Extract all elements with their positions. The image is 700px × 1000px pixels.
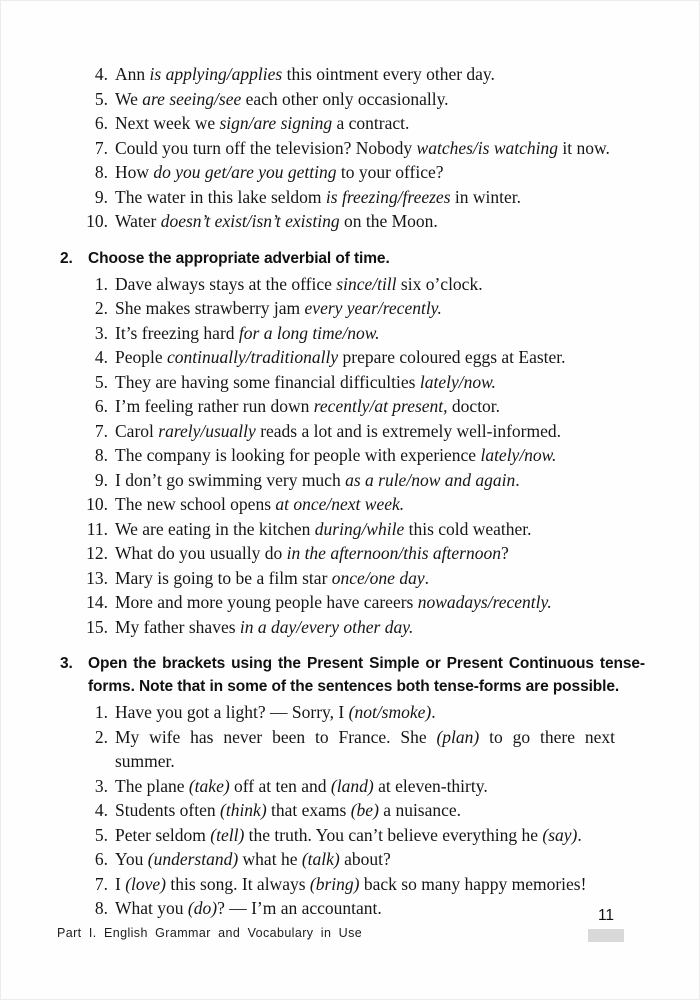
text-run: . [515,469,520,490]
text-run: I [115,873,126,894]
text-run: We [115,88,143,109]
list-item [70,872,645,897]
item-text [115,872,645,897]
list-item [70,296,645,321]
text-run: Peter seldom [115,824,211,845]
exercise-number: 2. [60,249,73,267]
italic-text-run: are seeing/see [142,88,242,109]
text-run: What do you usually do [115,543,287,563]
list-item [70,345,645,370]
exercise-2-heading [60,247,645,270]
list-item [70,272,645,297]
text-run: to go there next [479,726,615,747]
page-number: 11 [597,907,615,924]
italic-text-run: (plan) [436,726,480,747]
text-run: Mary is going to be a film star [115,567,332,588]
item-number: 6. [94,849,108,869]
item-number: 6. [94,396,108,416]
text-run: off at ten and [229,775,331,796]
text-run: Dave always stays at the office [115,273,337,294]
list-item [70,615,645,640]
item-number: 13. [86,567,108,588]
text-run: Have you got a light? — Sorry, I [115,702,349,722]
item-number: 4. [94,64,108,84]
list-item [70,62,645,87]
text-run: about? [339,849,391,869]
text-run: My wife has never been to France. She [115,726,437,747]
text-run: doctor. [447,396,501,416]
text-run: what he [238,849,302,869]
text-run: six o’clock. [396,273,483,294]
exercise-3-heading [60,652,645,698]
list-item [70,566,645,591]
list-item [70,896,645,921]
item-text [115,725,645,774]
item-number: 14. [86,592,108,612]
text-run: each other only occasionally. [241,88,449,109]
item-number: 2. [94,726,108,747]
text-run: Next week we [115,113,220,133]
italic-text-run: at once/next week. [275,494,405,514]
text-run: My father shaves [115,616,240,637]
italic-text-run: in the afternoon/this afternoon [286,543,501,563]
list-item [70,492,645,517]
italic-text-run: since/till [336,273,397,294]
item-number: 10. [86,494,108,514]
list-item [70,725,645,774]
italic-text-run: lately/now. [480,445,557,465]
italic-text-run: during/while [314,518,405,539]
item-text [115,111,645,136]
item-number: 8. [94,445,108,465]
page-number-bar [588,929,624,942]
item-text [115,321,645,346]
text-run: Students often [115,800,220,820]
italic-text-run: is applying/applies [149,64,283,84]
italic-text-run: once/one day [331,567,425,588]
item-text [115,87,645,112]
text-run: More and more young people have careers [115,592,418,612]
text-run: ? — I’m an accountant. [217,898,382,918]
list-item [70,541,645,566]
item-text [115,394,645,419]
text-run: back so many happy memories! [359,873,587,894]
list-item [70,160,645,185]
text-run: . [577,824,582,845]
item-number: 12. [86,543,108,563]
text-run: it now. [557,137,610,158]
item-text [115,160,645,185]
item-text [115,345,645,370]
item-number: 3. [94,322,108,343]
text-run: I don’t go swimming very much [115,469,346,490]
text-run: The water in this lake seldom [115,186,326,207]
italic-text-run: (do) [187,898,218,918]
item-number: 4. [94,800,108,820]
italic-text-run: (talk) [301,849,340,869]
text-run: this song. It always [166,873,310,894]
italic-text-run: is freezing/freezes [325,186,451,207]
italic-text-run: (love) [125,873,167,894]
text-run: reads a lot and is extremely well-informed. [255,420,561,441]
text-run: The new school opens [115,494,276,514]
text-run: summer. [115,751,175,771]
exercise-2 [60,247,645,640]
item-text [115,62,645,87]
text-run: The company is looking for people with experience [115,445,481,465]
italic-text-run: (think) [220,800,267,820]
list-item [70,590,645,615]
text-run: . [431,702,436,722]
list-item [70,136,645,161]
text-run: . [424,567,429,588]
list-item [70,321,645,346]
text-run: We are eating in the kitchen [115,518,315,539]
italic-text-run: rarely/usually [158,420,256,441]
text-run: What you [115,898,188,918]
italic-text-run: as a rule/now and again [345,469,516,490]
list-item [70,468,645,493]
list-item [70,419,645,444]
list-item [70,847,645,872]
text-run: in winter. [450,186,521,207]
text-run: I’m feeling rather run down [115,396,314,416]
italic-text-run: for a long time/now. [238,322,380,343]
list-item [70,185,645,210]
text-run: She makes strawberry jam [115,298,305,318]
item-number: 1. [94,702,108,722]
page-number-block [588,903,624,942]
item-number: 9. [94,469,108,490]
text-run: The plane [115,775,189,796]
italic-text-run: (land) [330,775,374,796]
list-item [70,209,645,234]
item-number: 10. [86,211,108,231]
item-text [115,798,645,823]
item-number: 5. [94,371,108,392]
exercise-2-items [70,272,645,640]
italic-text-run: (tell) [210,824,245,845]
italic-text-run: (bring) [309,873,360,894]
italic-text-run: lately/now. [419,371,496,392]
list-item [70,87,645,112]
item-text [115,823,645,848]
italic-text-run: doesn’t exist/isn’t existing [160,211,340,231]
item-number: 9. [94,186,108,207]
exercise-number: 3. [60,655,73,672]
text-run: Ann [115,64,150,84]
list-item [70,700,645,725]
item-text [115,443,645,468]
text-run: They are having some financial difficulties [115,371,420,392]
exercise-1-continuation [70,62,645,234]
text-run: to your office? [336,162,444,182]
item-text [115,272,645,297]
item-text [115,700,645,725]
list-item [70,111,645,136]
text-run: that exams [266,800,351,820]
text-run: on the Moon. [339,211,438,231]
list-item [70,394,645,419]
item-number: 2. [94,298,108,318]
exercise-3-items [70,700,645,921]
italic-text-run: (be) [350,800,379,820]
text-run: It’s freezing hard [115,322,239,343]
text-run: You [115,849,148,869]
text-run: Water [115,211,161,231]
item-number: 7. [94,137,108,158]
item-number: 8. [94,898,108,918]
italic-text-run: recently/at present, [313,396,448,416]
item-text [115,615,645,640]
italic-text-run: (understand) [147,849,239,869]
item-text [115,541,645,566]
text-run: this cold weather. [404,518,532,539]
item-text [115,566,645,591]
list-item [70,370,645,395]
item-text [115,296,645,321]
text-run: a nuisance. [378,800,462,820]
list-item [70,443,645,468]
text-run: prepare coloured eggs at Easter. [338,347,566,367]
italic-text-run: (take) [188,775,230,796]
item-text [115,209,645,234]
item-text [115,185,645,210]
text-run: ? [500,543,509,563]
text-run: Carol [115,420,159,441]
text-run: a contract. [332,113,410,133]
italic-text-run: sign/are signing [219,113,333,133]
italic-text-run: in a day/every other day. [239,616,414,637]
item-text [115,136,645,161]
italic-text-run: every year/recently. [304,298,442,318]
exercise-1-items [70,62,645,234]
exercise-3 [60,652,645,921]
item-text [115,896,645,921]
italic-text-run: nowadays/recently. [417,592,552,612]
footer-running-title: Part I. English Grammar and Vocabulary in Use [57,926,363,940]
italic-text-run: continually/traditionally [167,347,339,367]
item-number: 15. [86,616,108,637]
italic-text-run: do you get/are you getting [153,162,337,182]
exercise-title: Choose the appropriate adverbial of time. [88,249,390,267]
item-text [115,590,645,615]
item-number: 3. [94,775,108,796]
item-number: 7. [94,873,108,894]
text-run: this ointment every other day. [282,64,495,84]
text-run: People [115,347,168,367]
item-text [115,419,645,444]
item-number: 5. [94,88,108,109]
item-number: 7. [94,420,108,441]
item-text [115,370,645,395]
text-run: at eleven-thirty. [373,775,488,796]
text-run: How [115,162,154,182]
text-run: the truth. You can’t believe everything he [244,824,543,845]
item-text [115,517,645,542]
item-text [115,774,645,799]
list-item [70,517,645,542]
list-item [70,798,645,823]
item-number: 11. [86,518,108,539]
item-text [115,468,645,493]
item-number: 4. [94,347,108,367]
item-number: 5. [94,824,108,845]
item-number: 8. [94,162,108,182]
page-content [0,62,700,921]
italic-text-run: (say) [542,824,578,845]
item-text [115,847,645,872]
italic-text-run: (not/smoke) [348,702,432,722]
italic-text-run: watches/is watching [416,137,558,158]
list-item [70,774,645,799]
item-number: 6. [94,113,108,133]
exercise-title: Open the brackets using the Present Simple or Present Continuous tense-forms. Note that in some of the sentences both tense-forms are possible. [88,655,645,695]
list-item [70,823,645,848]
item-number: 1. [94,273,108,294]
item-text [115,492,645,517]
text-run: Could you turn off the television? Nobody [115,137,417,158]
